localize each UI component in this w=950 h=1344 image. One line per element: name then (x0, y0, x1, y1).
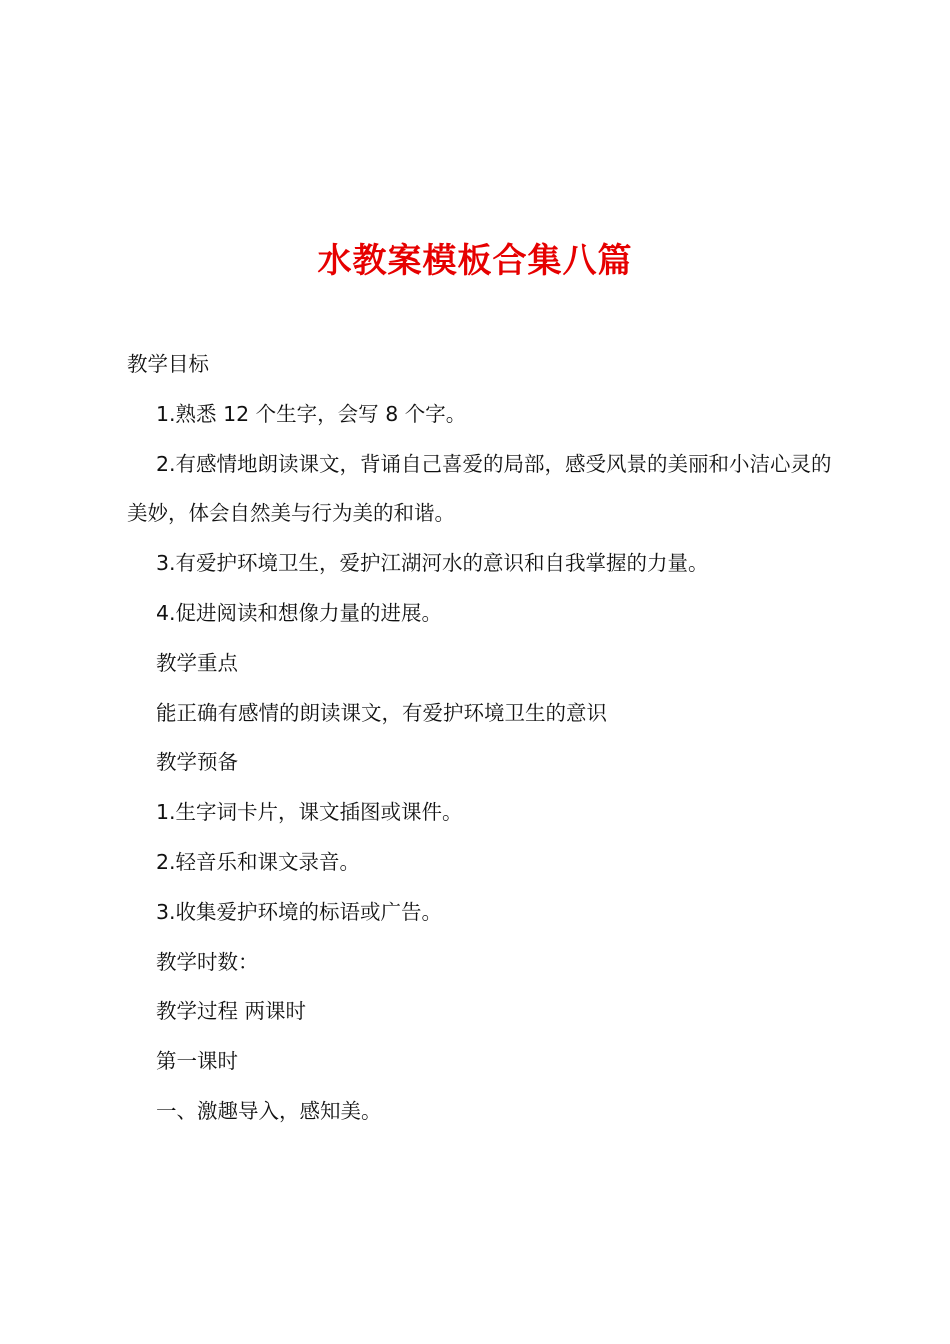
document-title: 水教案模板合集八篇 (317, 240, 633, 281)
paragraph: 教学目标 (127, 352, 209, 376)
paragraph: 教学预备 (156, 750, 238, 775)
paragraph: 教学过程 两课时 (156, 999, 307, 1024)
paragraph: 一、激趣导入，感知美。 (156, 1098, 382, 1123)
paragraph: 4.促进阅读和想像力量的进展。 (156, 600, 443, 625)
paragraph: 能正确有感情的朗读课文，有爱护环境卫生的意识 (156, 700, 607, 725)
paragraph: 教学重点 (156, 650, 238, 675)
paragraph: 2.有感情地朗读课文，背诵自己喜爱的局部，感受风景的美丽和小洁心灵的美妙，体会自然美与行为美的和谐。 (127, 451, 832, 526)
paragraph: 1.熟悉 12 个生字，会写 8 个字。 (156, 401, 467, 426)
paragraph: 1.生字词卡片，课文插图或课件。 (156, 800, 463, 825)
document-body (127, 340, 837, 1137)
paragraph: 3.收集爱护环境的标语或广告。 (156, 899, 443, 924)
paragraph: 3.有爱护环境卫生，爱护江湖河水的意识和自我掌握的力量。 (156, 551, 709, 576)
paragraph: 教学时数： (156, 949, 259, 974)
paragraph: 2.轻音乐和课文录音。 (156, 849, 361, 874)
paragraph: 第一课时 (156, 1049, 238, 1074)
